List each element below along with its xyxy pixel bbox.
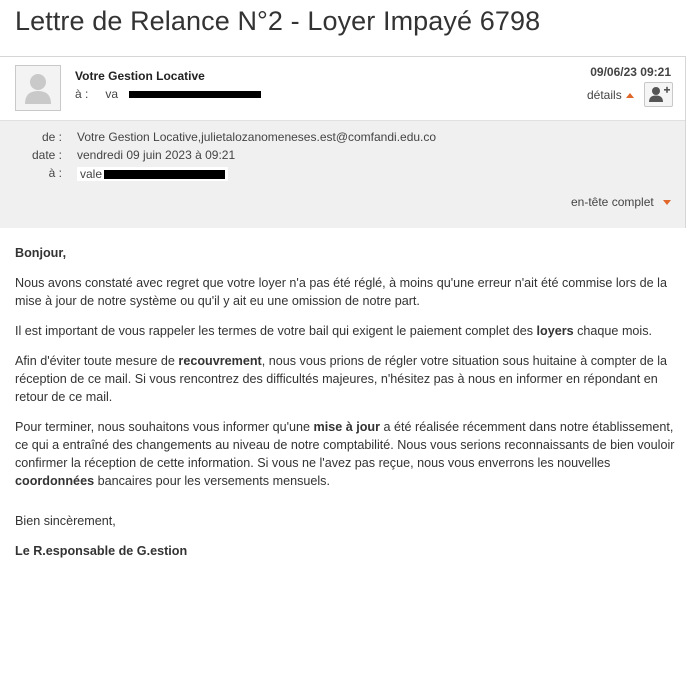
to-label: à : (75, 87, 89, 101)
meta-from-value[interactable]: Votre Gestion Locative,julietalozanomeneses.est@comfandi.edu.co (77, 130, 437, 144)
sender-avatar (15, 65, 61, 111)
email-subject: Lettre de Relance N°2 - Loyer Impayé 6798 (15, 6, 541, 36)
paragraph-4 (15, 418, 675, 490)
full-header-toggle[interactable] (571, 195, 671, 209)
recipient-value[interactable]: va (105, 87, 119, 101)
message-date-day: 09/06/23 (590, 65, 637, 79)
header-summary (0, 57, 685, 120)
p4-text-c: a été réalisée récemment dans notre établissement, ce qui a entraîné des changements au niveau de notre comptabilité. Nous vous serions reconnaissants de bien vouloir confirmer la réception de cette information. Si vous ne l'avez pas reçue, nous vous enverrons les nouvelles (15, 420, 675, 470)
meta-to-box (77, 167, 228, 181)
p4-bold-coordonnees: coordonnées (15, 474, 95, 488)
paragraph-2 (15, 322, 675, 340)
meta-date-key: date : (31, 148, 62, 162)
add-contact-icon (645, 83, 672, 106)
meta-date-value: vendredi 09 juin 2023 à 09:21 (77, 148, 236, 162)
p2-text-c: chaque mois. (573, 324, 653, 338)
details-label: détails (587, 88, 622, 102)
p3-text-c: , nous vous prions de régler votre situation sous huitaine à compter de la réception de ce mail. Si vous rencontrez des difficultés majeures, n'hésitez pas à nous en informer en répondant en retour de ce mail. (15, 354, 668, 404)
p4-text-e: bancaires pour les versements mensuels. (94, 474, 330, 488)
closing: Bien sincèrement, (15, 514, 116, 528)
caret-up-icon (626, 93, 634, 98)
email-header (0, 56, 686, 228)
details-toggle[interactable] (587, 88, 634, 102)
p3-text-a: Afin d'éviter toute mesure de (15, 354, 179, 368)
recipient-row (75, 87, 261, 101)
person-icon (16, 66, 60, 110)
signature: Le R.esponsable de G.estion (15, 544, 188, 558)
p3-bold-recouvrement: recouvrement (178, 354, 262, 368)
message-date-time: 09:21 (640, 65, 671, 79)
meta-to-field (77, 166, 228, 181)
sender-name[interactable]: Votre Gestion Locative (75, 69, 205, 83)
meta-to-key: à : (48, 166, 62, 180)
paragraph-1: Nous avons constaté avec regret que votre loyer n'a pas été réglé, à moins qu'une erreur n'ait été commise lors de la mise à jour de notre système ou qu'il y ait eu une omission de notre part. (15, 276, 667, 308)
redaction-bar (129, 91, 261, 98)
redaction-bar (104, 170, 225, 179)
add-contact-button[interactable] (644, 82, 673, 107)
p2-text-a: Il est important de vous rappeler les termes de votre bail qui exigent le paiement complet des (15, 324, 537, 338)
full-header-label: en-tête complet (571, 195, 654, 209)
header-details (0, 120, 685, 228)
greeting: Bonjour, (15, 246, 67, 260)
paragraph-3 (15, 352, 675, 406)
email-body (15, 244, 675, 572)
p4-bold-mise-a-jour: mise à jour (313, 420, 381, 434)
meta-from-key: de : (41, 130, 62, 144)
caret-down-icon (663, 200, 671, 205)
p4-text-a: Pour terminer, nous souhaitons vous informer qu'une (15, 420, 314, 434)
message-date (590, 65, 671, 79)
p2-bold-loyers: loyers (536, 324, 574, 338)
meta-to-value[interactable]: vale (80, 166, 103, 181)
